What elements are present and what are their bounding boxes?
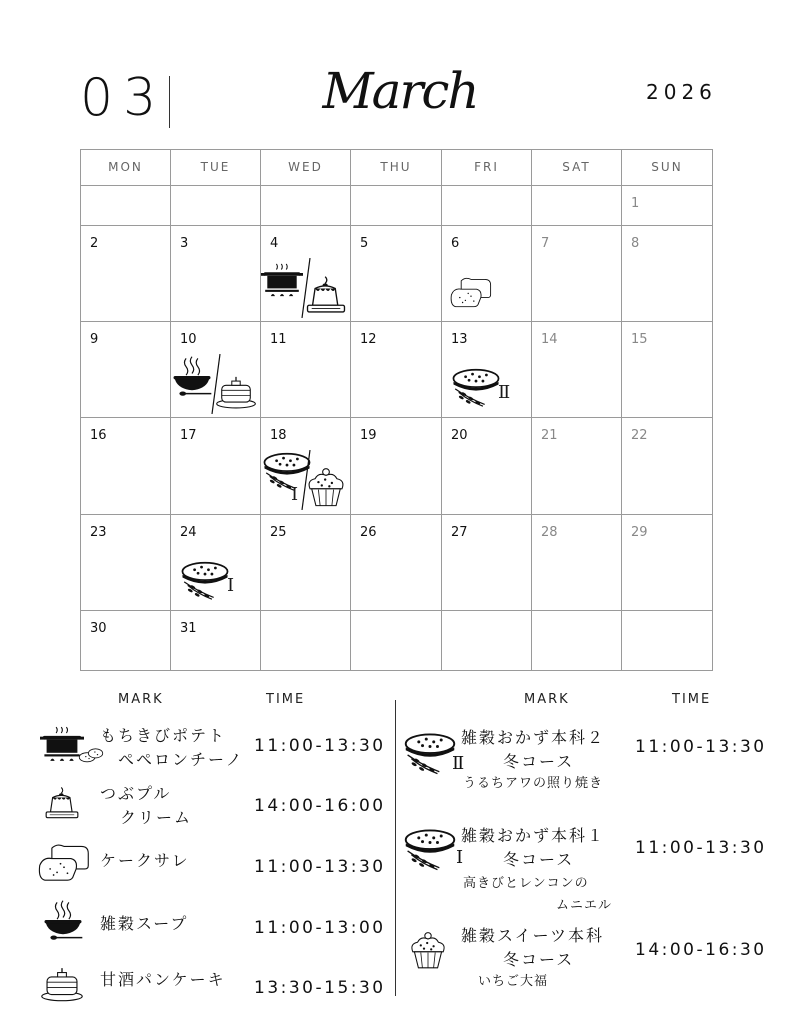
day-cell-6[interactable] [442,226,532,322]
legend-item-name: 甘酒パンケーキ [100,970,226,989]
day-cell-30[interactable] [81,611,171,671]
legend-item-sub: うるちアワの照り焼き [463,776,604,791]
day-number: 30 [90,621,107,636]
legend-item-name: 雑穀おかず本科１ [461,826,606,845]
day-number: 3 [180,236,189,251]
day-cell-16[interactable] [81,418,171,515]
day-number: 28 [541,525,558,540]
legend-item-name: もちきびポテト [100,726,227,745]
day-number: 2 [90,236,99,251]
legend-item-sub: 高きびとレンコンの [463,876,589,891]
empty-cell [261,186,351,226]
legend-item-name: 雑穀スイーツ本科 [461,926,605,945]
weekday-header: SAT [532,150,622,186]
legend-mark-header-right: MARK [524,692,570,707]
header-divider [169,76,170,128]
pancake-icon [40,966,84,1002]
weekday-header: MON [81,150,171,186]
grain-bowl-icon [402,730,458,778]
cupcake-icon [305,466,347,510]
day-number: 17 [180,428,197,443]
legend-item-time: 11:00-13:30 [254,857,386,877]
legend-item-time: 13:30-15:30 [254,978,386,998]
day-number: 14 [541,332,558,347]
day-cell-12[interactable] [351,322,442,418]
roman-numeral: Ⅰ [291,484,299,505]
day-cell-23[interactable] [81,515,171,611]
empty-cell [261,611,351,671]
day-cell-31[interactable] [171,611,261,671]
day-cell-25[interactable] [261,515,351,611]
day-number: 18 [270,428,287,443]
legend-item-time: 11:00-13:30 [635,737,767,757]
cupcake-icon [408,930,448,972]
legend-item-name: ペペロンチーノ [118,750,244,769]
day-cell-27[interactable] [442,515,532,611]
day-number: 8 [631,236,640,251]
empty-cell [171,186,261,226]
legend-time-header-left: TIME [266,692,306,707]
day-cell-3[interactable] [171,226,261,322]
day-cell-7[interactable] [532,226,622,322]
legend-item-name: つぶプル [100,784,172,803]
day-cell-21[interactable] [532,418,622,515]
legend-item-name: 冬コース [503,850,575,869]
grain-bowl-icon [450,366,502,410]
day-number: 20 [451,428,468,443]
legend-time-header-right: TIME [672,692,712,707]
roman-numeral: Ⅱ [452,753,467,774]
day-number: 13 [451,332,468,347]
legend-item-name: ケークサレ [100,851,190,870]
day-number: 27 [451,525,468,540]
legend-item-time: 11:00-13:30 [254,736,386,756]
legend-item-sub: ムニエル [556,898,613,913]
slash-divider [301,258,311,318]
day-cell-10[interactable] [171,322,261,418]
legend-item-name: 冬コース [503,752,575,771]
day-number: 9 [90,332,99,347]
roman-numeral: Ⅰ [227,575,235,596]
day-cell-19[interactable] [351,418,442,515]
legend-item-time: 14:00-16:00 [254,796,386,816]
day-number: 7 [541,236,550,251]
day-number: 1 [631,196,640,211]
day-number: 21 [541,428,558,443]
day-number: 4 [270,236,279,251]
bread-icon [450,270,492,314]
day-cell-11[interactable] [261,322,351,418]
roman-numeral: Ⅱ [498,382,511,403]
weekday-header: WED [261,150,351,186]
empty-cell [532,186,622,226]
day-number: 15 [631,332,648,347]
day-cell-29[interactable] [622,515,713,611]
day-number: 6 [451,236,460,251]
day-cell-14[interactable] [532,322,622,418]
year: 2026 [646,80,717,104]
grain-bowl-icon [179,559,231,603]
legend-item-time: 11:00-13:30 [635,838,767,858]
day-number: 23 [90,525,107,540]
legend-item-name: 雑穀おかず本科２ [461,728,606,747]
day-cell-9[interactable] [81,322,171,418]
roman-numeral: Ⅰ [456,847,466,868]
legend-item-name: 雑穀スープ [100,914,189,933]
day-number: 25 [270,525,287,540]
weekday-header: SUN [622,150,713,186]
day-cell-13[interactable] [442,322,532,418]
month-number: 03 [80,68,167,128]
grain-bowl-icon [402,826,458,874]
day-cell-2[interactable] [81,226,171,322]
weekday-header: FRI [442,150,532,186]
calendar-grid [80,149,713,671]
day-cell-28[interactable] [532,515,622,611]
day-number: 29 [631,525,648,540]
day-cell-18[interactable] [261,418,351,515]
day-number: 5 [360,236,369,251]
day-cell-26[interactable] [351,515,442,611]
legend-item-name: 冬コース [503,950,575,969]
pudding-icon [44,786,80,822]
day-cell-20[interactable] [442,418,532,515]
empty-cell [532,611,622,671]
legend-item-sub: いちご大福 [478,974,549,989]
empty-cell [351,186,442,226]
bread-icon [38,842,90,882]
legend-item-time: 14:00-16:30 [635,940,767,960]
legend-item-name: クリーム [120,808,193,827]
day-number: 12 [360,332,377,347]
pancake-icon [215,370,257,414]
day-number: 22 [631,428,648,443]
day-number: 26 [360,525,377,540]
empty-cell [622,611,713,671]
day-cell-4[interactable] [261,226,351,322]
day-number: 19 [360,428,377,443]
soup-bowl-icon [171,354,213,398]
day-cell-24[interactable] [171,515,261,611]
day-cell-17[interactable] [171,418,261,515]
soup-bowl-icon [42,898,84,942]
slash-divider [301,450,311,510]
day-cell-15[interactable] [622,322,713,418]
pot-icon [261,258,303,302]
legend-divider [395,700,396,996]
empty-cell [442,611,532,671]
empty-cell [351,611,442,671]
day-number: 11 [270,332,287,347]
slash-divider [211,354,221,414]
day-cell-8[interactable] [622,226,713,322]
day-number: 10 [180,332,197,347]
day-number: 16 [90,428,107,443]
month-name: March [322,62,478,120]
day-cell-5[interactable] [351,226,442,322]
weekday-header: TUE [171,150,261,186]
legend-mark-header-left: MARK [118,692,164,707]
weekday-header: THU [351,150,442,186]
day-number: 31 [180,621,197,636]
empty-cell [442,186,532,226]
day-cell-1[interactable] [622,186,713,226]
pudding-icon [305,274,347,318]
day-cell-22[interactable] [622,418,713,515]
day-number: 24 [180,525,197,540]
empty-cell [81,186,171,226]
legend-item-time: 11:00-13:00 [254,918,386,938]
